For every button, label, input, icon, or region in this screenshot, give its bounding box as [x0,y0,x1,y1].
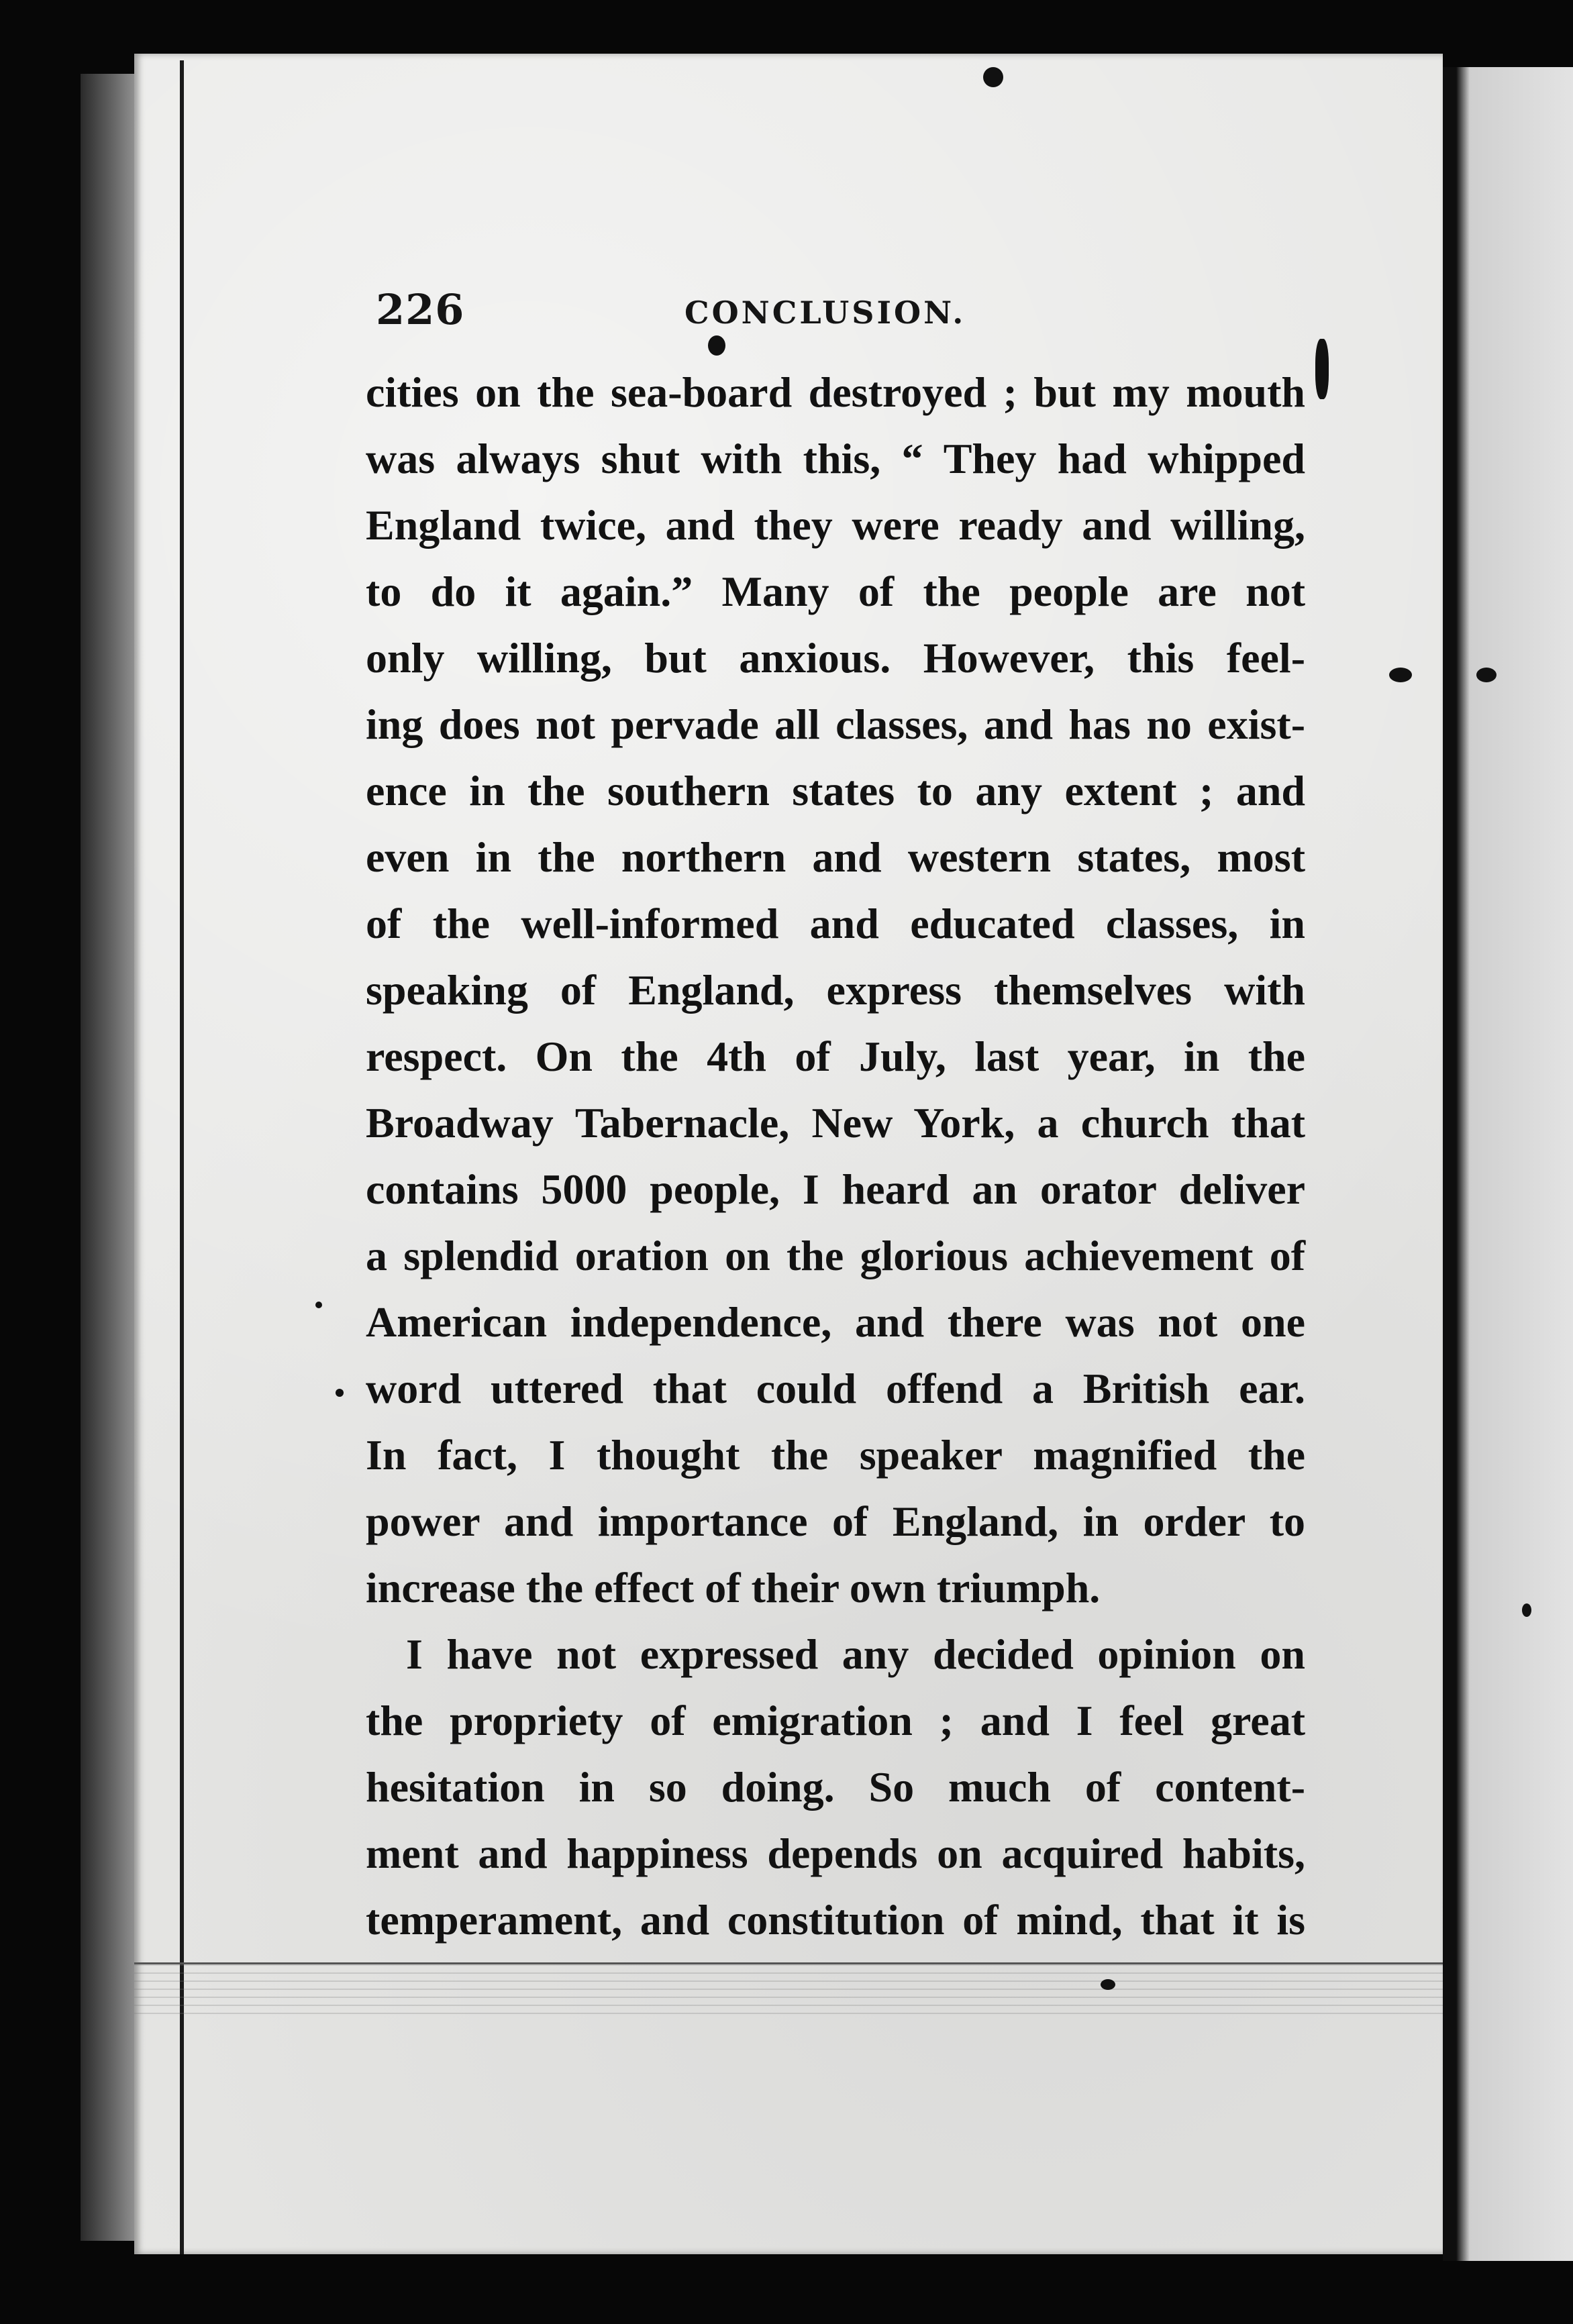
ink-speck [1476,668,1496,682]
text-line: the propriety of emigration ; and I feel great [366,1697,1305,1744]
ink-speck [1315,339,1329,399]
text-line: only willing, but anxious. However, this feel- [366,634,1305,682]
text-line: speaking of England, express themselves with [366,966,1305,1014]
text-line: I have not expressed any decided opinion on [406,1630,1305,1678]
page-header [376,285,1315,352]
ink-speck [336,1389,344,1397]
text-line: a splendid oration on the glorious achievement of [366,1232,1305,1279]
scan-artifact-band [134,1962,1443,2018]
text-line: contains 5000 people, I heard an orator deliver [366,1165,1305,1213]
text-line: even in the northern and western states, most [366,833,1305,881]
text-line: ment and happiness depends on acquired habits, [366,1830,1305,1877]
text-line: American independence, and there was not one [366,1298,1305,1346]
running-head: CONCLUSION. [684,295,966,331]
facing-page-edge [1443,67,1573,2261]
ink-speck [1522,1603,1531,1617]
paragraph [366,1621,1305,1953]
text-line: of the well-informed and educated classes, in [366,900,1305,947]
text-line: cities on the sea-board destroyed ; but my mouth [366,368,1305,416]
text-line: to do it again.” Many of the people are not [366,568,1305,615]
text-line: In fact, I thought the speaker magnified the [366,1431,1305,1479]
page-edge [180,60,184,2254]
text-line: increase the effect of their own triumph. [366,1564,1101,1612]
body-text [366,359,1305,1953]
ink-speck [1389,668,1412,682]
ink-speck [983,67,1003,87]
paragraph [366,359,1305,1621]
text-line: power and importance of England, in order to [366,1497,1305,1545]
text-line: hesitation in so doing. So much of content- [366,1763,1305,1811]
text-line: temperament, and constitution of mind, that it is [366,1896,1305,1944]
text-line: respect. On the 4th of July, last year, in the [366,1033,1305,1080]
text-line: Broadway Tabernacle, New York, a church that [366,1099,1305,1147]
text-line: England twice, and they were ready and willing, [366,501,1305,549]
text-line: ence in the southern states to any extent ; and [366,767,1305,814]
text-line: was always shut with this, “ They had whipped [366,435,1305,482]
text-line: word uttered that could offend a British ear. [366,1365,1305,1412]
page-number: 226 [376,285,465,334]
ink-speck [315,1302,322,1308]
ink-speck [1101,1979,1115,1990]
text-line: ing does not pervade all classes, and has no exist- [366,700,1305,748]
